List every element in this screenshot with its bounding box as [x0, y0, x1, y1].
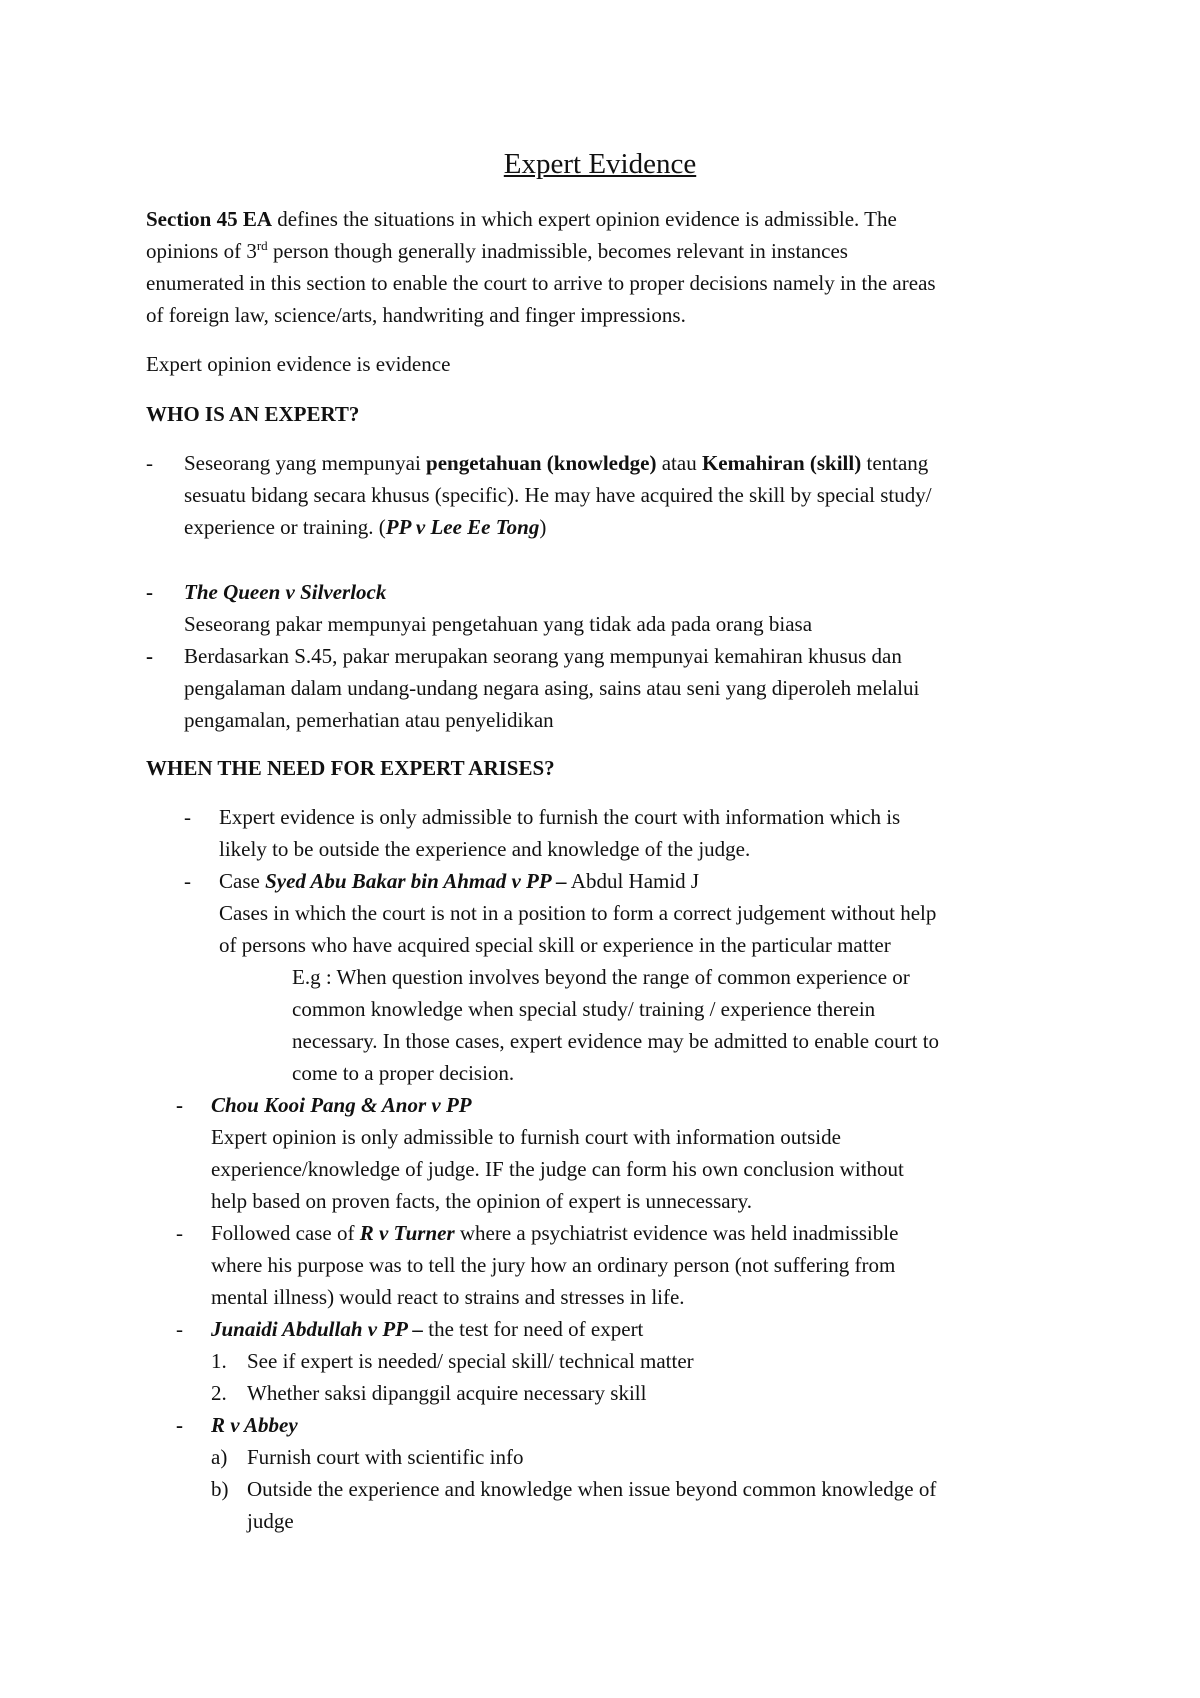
case-name: Chou Kooi Pang & Anor v PP [211, 1093, 472, 1117]
list-number: 2. [211, 1381, 227, 1405]
case-name: Junaidi Abdullah v PP – [211, 1317, 423, 1341]
list-item-cont: likely to be outside the experience and knowledge of the judge. [219, 837, 751, 861]
numbered-item: Whether saksi dipanggil acquire necessary skill [247, 1381, 647, 1405]
list-item: Expert evidence is only admissible to furnish the court with information which is [219, 805, 901, 829]
case-name: R v Abbey [211, 1413, 298, 1437]
intro-text: defines the situations in which expert opinion evidence is admissible. The [272, 207, 897, 231]
example-line: come to a proper decision. [292, 1061, 515, 1085]
list-item-cont: mental illness) would react to strains and stresses in life. [211, 1285, 685, 1309]
intro-line-2 [146, 235, 848, 267]
text: ) [539, 515, 547, 539]
bold-term: pengetahuan (knowledge) [426, 451, 657, 475]
intro-line-1 [146, 203, 897, 235]
text: Seseorang yang mempunyai [184, 451, 427, 475]
intro-line-4: of foreign law, science/arts, handwriting and finger impressions. [146, 303, 686, 327]
example-line: common knowledge when special study/ training / experience therein [292, 997, 876, 1021]
list-item-cont: Cases in which the court is not in a position to form a correct judgement without help [219, 901, 937, 925]
list-item-cont: help based on proven facts, the opinion of expert is unnecessary. [211, 1189, 752, 1213]
list-item [184, 447, 928, 479]
case-name: PP v Lee Ee Tong [385, 515, 540, 539]
list-letter: b) [211, 1477, 229, 1501]
list-item [211, 1313, 643, 1345]
text: Abdul Hamid J [566, 869, 700, 893]
page-title: Expert Evidence [503, 148, 697, 180]
lettered-item-cont: judge [247, 1509, 294, 1533]
text: Followed case of [211, 1221, 360, 1245]
case-name: R v Turner [359, 1221, 455, 1245]
bold-term: Kemahiran (skill) [701, 451, 862, 475]
numbered-item: See if expert is needed/ special skill/ technical matter [247, 1349, 694, 1373]
intro-text: person though generally inadmissible, becomes relevant in instances [267, 239, 848, 263]
list-item-cont: pengalaman dalam undang-undang negara asing, sains atau seni yang diperoleh melalui [184, 676, 920, 700]
example-line: necessary. In those cases, expert evidence may be admitted to enable court to [292, 1029, 940, 1053]
list-item [219, 865, 699, 897]
intro-text: opinions of 3 [146, 239, 257, 263]
list-dash: - [176, 1413, 183, 1437]
list-dash: - [184, 869, 191, 893]
text: tentang [861, 451, 929, 475]
list-item-cont: of persons who have acquired special skill or experience in the particular matter [219, 933, 891, 957]
paragraph-2: Expert opinion evidence is evidence [146, 352, 451, 376]
list-letter: a) [211, 1445, 228, 1469]
list-dash: - [146, 644, 153, 668]
list-number: 1. [211, 1349, 227, 1373]
superscript: rd [256, 238, 268, 253]
list-dash: - [176, 1093, 183, 1117]
section-heading-who: WHO IS AN EXPERT? [146, 402, 360, 426]
intro-line-3: enumerated in this section to enable the court to arrive to proper decisions namely in the areas [146, 271, 936, 295]
list-dash: - [176, 1221, 183, 1245]
list-item-cont: sesuatu bidang secara khusus (specific). He may have acquired the skill by special study/ [184, 483, 932, 507]
section-heading-need: WHEN THE NEED FOR EXPERT ARISES? [146, 756, 555, 780]
list-dash: - [184, 805, 191, 829]
list-item-cont: Expert opinion is only admissible to furnish court with information outside [211, 1125, 841, 1149]
list-dash: - [176, 1317, 183, 1341]
text: atau [656, 451, 702, 475]
list-dash: - [146, 451, 153, 475]
example-line: E.g : When question involves beyond the range of common experience or [292, 965, 910, 989]
case-name: Syed Abu Bakar bin Ahmad v PP – [265, 869, 567, 893]
lettered-item: Outside the experience and knowledge when issue beyond common knowledge of [247, 1477, 937, 1501]
list-item-cont: Seseorang pakar mempunyai pengetahuan yang tidak ada pada orang biasa [184, 612, 813, 636]
case-name: The Queen v Silverlock [184, 580, 387, 604]
text: Case [219, 869, 266, 893]
section-ref: Section 45 EA [146, 207, 272, 231]
text: experience or training. ( [184, 515, 386, 539]
list-item [211, 1217, 898, 1249]
lettered-item: Furnish court with scientific info [247, 1445, 524, 1469]
list-item: Berdasarkan S.45, pakar merupakan seorang yang mempunyai kemahiran khusus dan [184, 644, 902, 668]
text: the test for need of expert [422, 1317, 644, 1341]
list-item-cont: experience/knowledge of judge. IF the judge can form his own conclusion without [211, 1157, 904, 1181]
list-item-cont [184, 511, 546, 543]
text: where a psychiatrist evidence was held inadmissible [454, 1221, 899, 1245]
list-dash: - [146, 580, 153, 604]
list-item-cont: pengamalan, pemerhatian atau penyelidikan [184, 708, 554, 732]
list-item-cont: where his purpose was to tell the jury how an ordinary person (not suffering from [211, 1253, 896, 1277]
